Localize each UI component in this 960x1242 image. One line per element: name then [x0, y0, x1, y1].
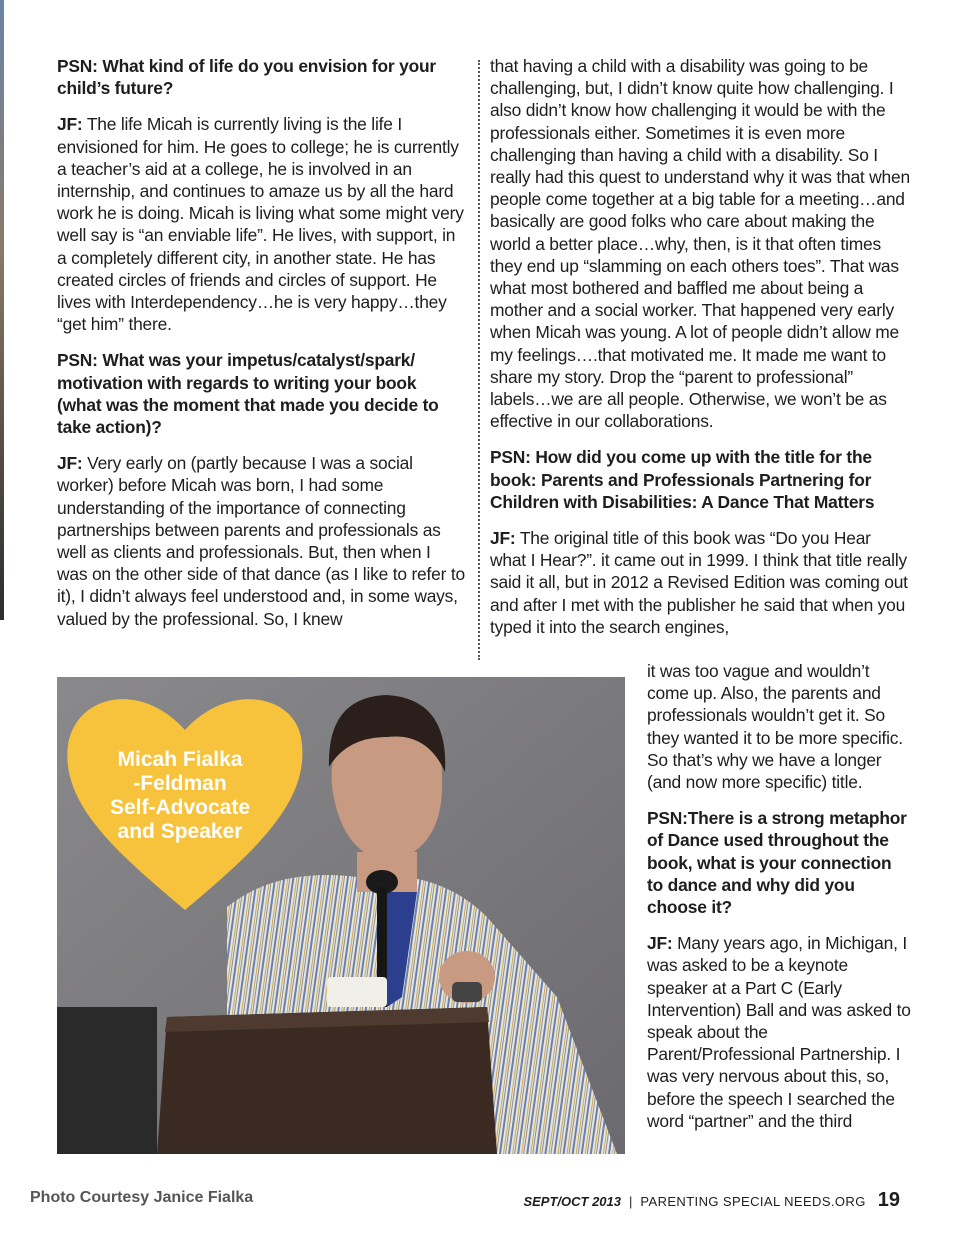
- photo-credit: Photo Courtesy Janice Fialka: [30, 1189, 254, 1206]
- answer-text: The life Micah is currently living is the life I envisioned for him. He goes to college; he is currently a teacher’s aid at a college, he is involved in an internship, and continues to amaze us by all the hard work he is doing. Micah is living what some might very well say is “an enviable life”. He lives, with support, in a completely different city, in another state. He has created circles of friends and circles of support. He lives with Interdependency…he is very happy…they “get him” there.: [57, 114, 464, 335]
- question-impetus: PSN: What was your impetus/catalyst/spark/ motivation with regards to writing your book (what was the moment that made you decide to take action)?: [57, 350, 439, 438]
- page-number: 19: [877, 1189, 900, 1211]
- answer-book-title: [490, 527, 910, 638]
- question-book-title: PSN: How did you come up with the title for the book: Parents and Professionals Partnering for Children with Disabilities: A Dance That Matters: [490, 447, 875, 512]
- answer-impetus-continued: that having a child with a disability was going to be challenging, but, I didn’t know quite how challenging. I also didn’t know how challenging it would be with the professionals either. Sometimes it is even more challenging than having a child with a disability. So I really had this quest to understand why it was that when people come together at a big table for a meeting…and basically are good folks who care about making the world a better place…why, then, is it that often times they end up “slamming on each others toes”. That was what most bothered and baffled me about being a mother and a social worker. That happened very early when Micah was young. A lot of people didn’t allow me my feelings….that motivated me. It made me want to share my story. Drop the “parent to professional” labels…we are all people. Otherwise, we won’t be as effective in our collaborations.: [490, 56, 910, 432]
- narrow-text-column: [647, 660, 912, 1146]
- answer-text: The original title of this book was “Do you Hear what I Hear?”. it came out in 1999. I think that title really said it all, but in 2012 a Revised Edition was coming out and after I met with the publisher he said that when you typed it into the search engines,: [490, 528, 908, 637]
- left-edge-image-strip: [0, 0, 4, 620]
- site-name: PARENTING SPECIAL NEEDS.ORG: [640, 1194, 866, 1209]
- footer-separator: |: [629, 1194, 633, 1209]
- caption-line: -Feldman: [133, 772, 227, 795]
- column-divider: [478, 60, 480, 660]
- question-life-vision: PSN: What kind of life do you envision for your child’s future?: [57, 56, 437, 99]
- caption-line: Micah Fialka: [117, 748, 243, 771]
- answer-label: JF:: [57, 114, 83, 135]
- answer-text: Very early on (partly because I was a social worker) before Micah was born, I had some understanding of the importance of connecting partnerships between parents and professionals as well as clients and professionals. But, then when I was on the other side of that dance (as I like to refer to it), I didn’t always feel understood and, in some ways, valued by the professional. So, I knew: [57, 453, 465, 629]
- answer-label: JF:: [490, 528, 516, 549]
- answer-text: Many years ago, in Michigan, I was asked to be a keynote speaker at a Part C (Early Intervention) Ball and was asked to speak about the Parent/Professional Partnership. I was very nervous about this, so, before the speech I searched the word “partner” and the third: [647, 933, 911, 1131]
- left-text-column: [57, 55, 465, 644]
- page-footer: [523, 1189, 900, 1212]
- caption-line: and Speaker: [117, 820, 243, 843]
- answer-life-vision: [57, 113, 465, 335]
- answer-dance-metaphor: [647, 932, 912, 1132]
- photo-caption: [80, 748, 280, 844]
- answer-book-title-continued: it was too vague and wouldn’t come up. Also, the parents and professionals wouldn’t get it. So they wanted it to be more specific. So that’s why we have a longer (and now more specific) title.: [647, 661, 903, 793]
- answer-label: JF:: [647, 933, 673, 954]
- answer-label: JF:: [57, 453, 83, 474]
- answer-impetus: [57, 452, 465, 630]
- right-text-column: [490, 55, 910, 652]
- caption-line: Self-Advocate: [109, 796, 251, 819]
- issue-date: SEPT/OCT 2013: [523, 1194, 621, 1209]
- question-dance-metaphor: PSN:There is a strong metaphor of Dance used throughout the book, what is your connection to dance and why did you choose it?: [647, 808, 907, 918]
